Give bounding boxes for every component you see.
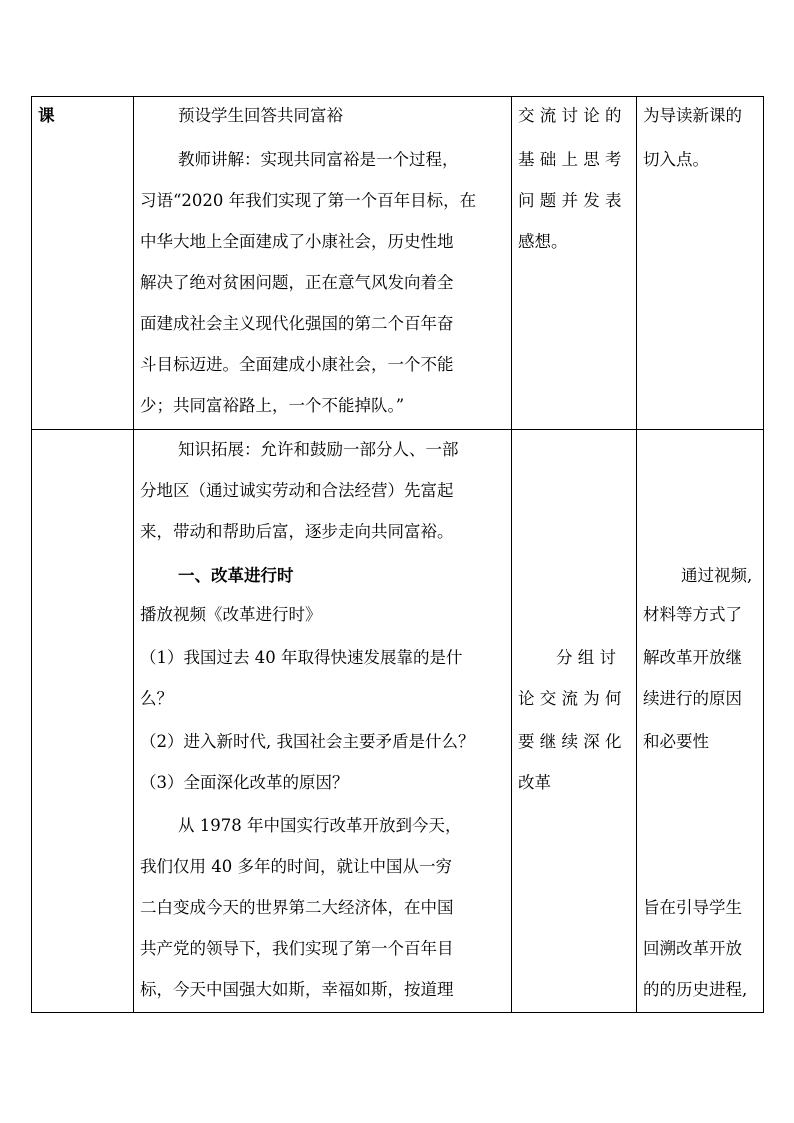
- paragraph-line: 感想。: [518, 232, 568, 251]
- question-line: （2）进入新时代, 我国社会主要矛盾是什么？: [140, 732, 475, 751]
- paragraph-line: 问 题 并 发 表: [518, 191, 622, 210]
- paragraph-line: 解改革开放继: [643, 648, 742, 667]
- paragraph-line: 标，今天中国强大如斯，幸福如斯，按道理: [140, 980, 454, 999]
- paragraph-line: 共产党的领导下，我们实现了第一个百年目: [140, 939, 454, 958]
- paragraph-line: 改革: [518, 773, 551, 792]
- paragraph-line: 回溯改革开放: [643, 939, 742, 958]
- paragraph-line: 面建成社会主义现代化强国的第二个百年奋: [140, 314, 454, 333]
- paragraph-line: 教师讲解：实现共同富裕是一个过程，: [178, 150, 459, 169]
- question-line: 么？: [140, 689, 173, 708]
- table-border-left: [31, 96, 32, 1013]
- paragraph-line: 基 础 上 思 考: [518, 150, 622, 169]
- section-heading: 一、改革进行时: [178, 566, 294, 585]
- table-row-divider: [31, 429, 764, 430]
- paragraph-line: 通过视频,: [681, 566, 753, 585]
- cell-text: 课: [38, 106, 55, 125]
- paragraph-line: 来，带动和帮助后富，逐步走向共同富裕。: [140, 522, 454, 541]
- paragraph-line: 我们仅用 40 多年的时间，就让中国从一穷: [140, 857, 452, 876]
- table-border-right: [763, 96, 764, 1013]
- paragraph-line: 和必要性: [643, 732, 709, 751]
- table-border-top: [31, 96, 764, 97]
- paragraph-line: 交 流 讨 论 的: [518, 106, 622, 125]
- paragraph-line: 为导读新课的: [643, 106, 742, 125]
- paragraph-line: 分 组 讨: [556, 648, 616, 667]
- paragraph-line: 切入点。: [643, 150, 709, 169]
- question-line: （3）全面深化改革的原因？: [140, 773, 349, 792]
- table-column-divider: [636, 96, 637, 1013]
- paragraph-line: 要 继 续 深 化: [518, 732, 622, 751]
- table-column-divider: [511, 96, 512, 1013]
- paragraph-line: 播放视频《改革进行时》: [140, 605, 322, 624]
- paragraph-line: 二白变成今天的世界第二大经济体，在中国: [140, 898, 454, 917]
- question-line: （1）我国过去 40 年取得快速发展靠的是什: [140, 648, 463, 667]
- paragraph-line: 旨在引导学生: [643, 898, 742, 917]
- paragraph-line: 论 交 流 为 何: [518, 689, 622, 708]
- table-border-bottom: [31, 1012, 764, 1013]
- paragraph-line: 斗目标迈进。全面建成小康社会，一个不能: [140, 355, 454, 374]
- paragraph-line: 从 1978 年中国实行改革开放到今天，: [178, 816, 462, 835]
- paragraph-line: 中华大地上全面建成了小康社会，历史性地: [140, 232, 454, 251]
- paragraph-line: 少；共同富裕路上，一个不能掉队。”: [140, 396, 405, 415]
- paragraph-line: 知识拓展：允许和鼓励一部分人、一部: [178, 440, 459, 459]
- paragraph-line: 分地区（通过诚实劳动和合法经营）先富起: [140, 481, 454, 500]
- paragraph-line: 续进行的原因: [643, 689, 742, 708]
- table-column-divider: [133, 96, 134, 1013]
- paragraph-line: 习语“2020 年我们实现了第一个百年目标，在: [140, 191, 477, 210]
- paragraph-line: 材料等方式了: [643, 605, 742, 624]
- paragraph-line: 预设学生回答共同富裕: [178, 106, 343, 125]
- paragraph-line: 的的历史进程,: [643, 980, 748, 999]
- paragraph-line: 解决了绝对贫困问题，正在意气风发向着全: [140, 273, 454, 292]
